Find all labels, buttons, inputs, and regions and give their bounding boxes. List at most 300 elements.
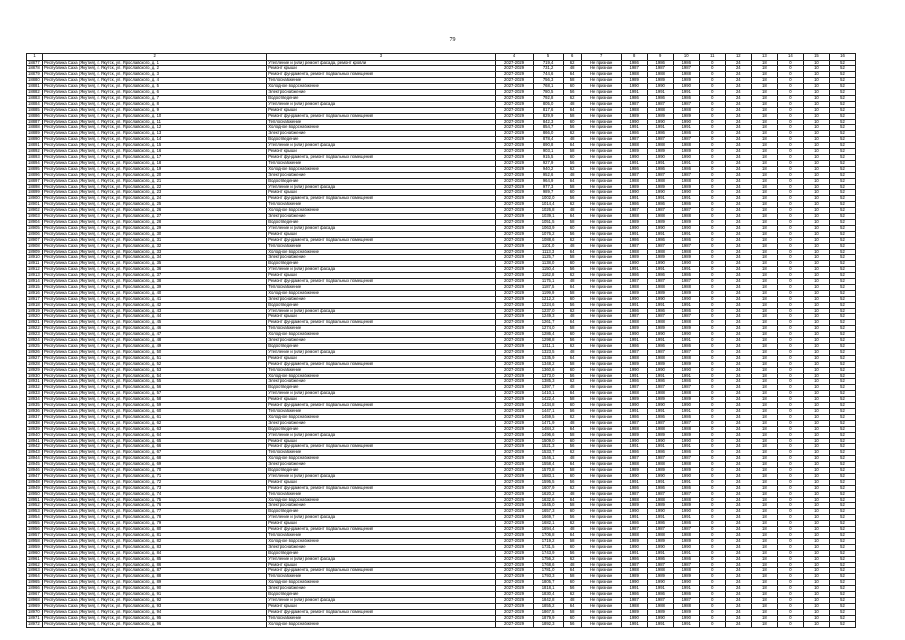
cell-address: Республика Саха (Якутия), г. Якутск, ул. Ярославского, д. 53 (43, 367, 267, 373)
cell-value-0b: 0 (777, 397, 803, 403)
cell-value-0: 0 (699, 338, 725, 344)
cell-year-c: 1987 (673, 597, 699, 603)
cell-year-c: 1991 (673, 302, 699, 308)
cell-value-0b: 0 (777, 556, 803, 562)
cell-value-0b: 0 (777, 597, 803, 603)
cell-area: 1323,5 (533, 349, 563, 355)
cell-work-type: Ремонт фундамента, ремонт подвальных помещений (267, 444, 495, 450)
cell-area: 1818,1 (533, 586, 563, 592)
cell-year-b: 1988 (647, 178, 673, 184)
cell-apartments: 62 (563, 414, 581, 420)
cell-year-c: 1986 (673, 202, 699, 208)
cell-value-18: 18 (751, 290, 777, 296)
cell-work-type: Ремонт фундамента, ремонт подвальных помещений (267, 609, 495, 615)
cell-value-24: 24 (725, 355, 751, 361)
cell-value-18: 18 (751, 214, 777, 220)
cell-address: Республика Саха (Якутия), г. Якутск, ул. Ярославского, д. 8 (43, 101, 267, 107)
cell-value-18: 18 (751, 160, 777, 166)
cell-value-10: 10 (803, 290, 829, 296)
cell-year-a: 1991 (621, 373, 647, 379)
cell-address: Республика Саха (Якутия), г. Якутск, ул. Ярославского, д. 71 (43, 473, 267, 479)
cell-value-24: 24 (725, 609, 751, 615)
cell-period: 2027-2029 (495, 338, 533, 344)
cell-value-52: 52 (829, 592, 855, 598)
cell-area: 1360,6 (533, 367, 563, 373)
cell-value-0b: 0 (777, 143, 803, 149)
cell-value-0b: 0 (777, 90, 803, 96)
cell-period: 2027-2029 (495, 172, 533, 178)
cell-value-24: 24 (725, 426, 751, 432)
cell-area: 1187,5 (533, 284, 563, 290)
cell-value-24: 24 (725, 225, 751, 231)
cell-area: 1274,0 (533, 326, 563, 332)
cell-value-0: 0 (699, 432, 725, 438)
cell-value-0b: 0 (777, 408, 803, 414)
cell-period: 2027-2029 (495, 479, 533, 485)
cell-apartments: 56 (563, 444, 581, 450)
cell-work-type: Утепление и (или) ремонт фасада (267, 308, 495, 314)
cell-apartments: 60 (563, 403, 581, 409)
cell-year-c: 1989 (673, 609, 699, 615)
cell-status: Не признан (581, 615, 621, 621)
cell-year-c: 1991 (673, 196, 699, 202)
cell-value-0: 0 (699, 586, 725, 592)
cell-address: Республика Саха (Якутия), г. Якутск, ул. Ярославского, д. 31 (43, 237, 267, 243)
cell-address: Республика Саха (Якутия), г. Якутск, ул. Ярославского, д. 68 (43, 456, 267, 462)
cell-year-a: 1987 (621, 527, 647, 533)
cell-value-0b: 0 (777, 521, 803, 527)
cell-value-0b: 0 (777, 84, 803, 90)
cell-value-0: 0 (699, 349, 725, 355)
cell-address: Республика Саха (Якутия), г. Якутск, ул. Ярославского, д. 64 (43, 432, 267, 438)
cell-value-0b: 0 (777, 155, 803, 161)
cell-address: Республика Саха (Якутия), г. Якутск, ул. Ярославского, д. 60 (43, 408, 267, 414)
cell-value-18: 18 (751, 125, 777, 131)
cell-status: Не признан (581, 468, 621, 474)
cell-value-18: 18 (751, 432, 777, 438)
cell-value-18: 18 (751, 574, 777, 580)
cell-value-18: 18 (751, 326, 777, 332)
cell-value-52: 52 (829, 420, 855, 426)
cell-value-18: 18 (751, 468, 777, 474)
cell-value-0: 0 (699, 284, 725, 290)
cell-status: Не признан (581, 160, 621, 166)
cell-status: Не признан (581, 95, 621, 101)
cell-year-b: 1987 (647, 597, 673, 603)
cell-value-0b: 0 (777, 178, 803, 184)
cell-value-0: 0 (699, 60, 725, 66)
cell-area: 1533,7 (533, 450, 563, 456)
cell-period: 2027-2029 (495, 243, 533, 249)
cell-value-24: 24 (725, 379, 751, 385)
cell-address: Республика Саха (Якутия), г. Якутск, ул. Ярославского, д. 76 (43, 503, 267, 509)
cell-value-0: 0 (699, 314, 725, 320)
cell-year-c: 1988 (673, 355, 699, 361)
cell-status: Не признан (581, 462, 621, 468)
cell-value-52: 52 (829, 101, 855, 107)
cell-area: 1088,6 (533, 237, 563, 243)
cell-year-c: 1991 (673, 90, 699, 96)
cell-value-52: 52 (829, 367, 855, 373)
cell-year-b: 1990 (647, 155, 673, 161)
cell-value-0b: 0 (777, 172, 803, 178)
cell-value-0b: 0 (777, 580, 803, 586)
cell-apartments: 58 (563, 609, 581, 615)
cell-work-type: Теплоснабжение (267, 533, 495, 539)
cell-period: 2027-2029 (495, 119, 533, 125)
cell-area: 1261,7 (533, 320, 563, 326)
cell-apartments: 56 (563, 586, 581, 592)
cell-value-24: 24 (725, 438, 751, 444)
cell-value-10: 10 (803, 603, 829, 609)
cell-apartments: 64 (563, 284, 581, 290)
cell-value-24: 24 (725, 485, 751, 491)
cell-value-0b: 0 (777, 562, 803, 568)
cell-year-c: 1986 (673, 521, 699, 527)
cell-area: 1830,4 (533, 592, 563, 598)
cell-address: Республика Саха (Якутия), г. Якутск, ул. Ярославского, д. 73 (43, 485, 267, 491)
cell-value-52: 52 (829, 361, 855, 367)
cell-period: 2027-2029 (495, 231, 533, 237)
cell-year-c: 1989 (673, 219, 699, 225)
cell-work-type: Ремонт крыши (267, 355, 495, 361)
cell-row-id: 18884 (27, 101, 43, 107)
cell-value-52: 52 (829, 497, 855, 503)
cell-value-10: 10 (803, 326, 829, 332)
cell-value-0b: 0 (777, 290, 803, 296)
cell-year-a: 1986 (621, 308, 647, 314)
cell-apartments: 58 (563, 149, 581, 155)
cell-value-52: 52 (829, 621, 855, 627)
cell-apartments: 60 (563, 190, 581, 196)
cell-period: 2027-2029 (495, 137, 533, 143)
cell-value-10: 10 (803, 143, 829, 149)
cell-work-type: Утепление и (или) ремонт фасада (267, 556, 495, 562)
cell-year-b: 1988 (647, 107, 673, 113)
cell-area: 1039,1 (533, 214, 563, 220)
cell-value-52: 52 (829, 249, 855, 255)
cell-work-type: Холодное водоснабжение (267, 621, 495, 627)
cell-year-c: 1991 (673, 267, 699, 273)
cell-value-24: 24 (725, 456, 751, 462)
cell-apartments: 62 (563, 273, 581, 279)
cell-period: 2027-2029 (495, 473, 533, 479)
cell-status: Не признан (581, 202, 621, 208)
cell-period: 2027-2029 (495, 444, 533, 450)
cell-value-18: 18 (751, 314, 777, 320)
cell-row-id: 18907 (27, 237, 43, 243)
cell-value-10: 10 (803, 225, 829, 231)
cell-row-id: 18951 (27, 497, 43, 503)
cell-value-18: 18 (751, 426, 777, 432)
cell-area: 1892,3 (533, 621, 563, 627)
cell-value-24: 24 (725, 574, 751, 580)
cell-year-c: 1987 (673, 491, 699, 497)
cell-row-id: 18936 (27, 408, 43, 414)
cell-row-id: 18918 (27, 302, 43, 308)
cell-status: Не признан (581, 397, 621, 403)
cell-apartments: 64 (563, 391, 581, 397)
cell-area: 915,5 (533, 155, 563, 161)
cell-value-0b: 0 (777, 249, 803, 255)
cell-work-type: Утепление и (или) ремонт фасада (267, 432, 495, 438)
cell-value-52: 52 (829, 538, 855, 544)
cell-value-52: 52 (829, 72, 855, 78)
cell-year-a: 1991 (621, 408, 647, 414)
cell-value-10: 10 (803, 527, 829, 533)
cell-value-52: 52 (829, 219, 855, 225)
cell-apartments: 56 (563, 90, 581, 96)
cell-value-0b: 0 (777, 72, 803, 78)
cell-area: 1125,7 (533, 255, 563, 261)
cell-year-b: 1990 (647, 438, 673, 444)
cell-area: 829,9 (533, 113, 563, 119)
cell-year-a: 1987 (621, 597, 647, 603)
cell-year-b: 1986 (647, 414, 673, 420)
cell-address: Республика Саха (Якутия), г. Якутск, ул. Ярославского, д. 33 (43, 249, 267, 255)
cell-value-24: 24 (725, 308, 751, 314)
cell-value-10: 10 (803, 237, 829, 243)
cell-status: Не признан (581, 155, 621, 161)
cell-value-24: 24 (725, 119, 751, 125)
cell-value-10: 10 (803, 403, 829, 409)
cell-year-c: 1986 (673, 237, 699, 243)
cell-apartments: 60 (563, 615, 581, 621)
cell-status: Не признан (581, 391, 621, 397)
cell-value-0b: 0 (777, 131, 803, 137)
cell-value-0: 0 (699, 143, 725, 149)
cell-address: Республика Саха (Якутия), г. Якутск, ул. Ярославского, д. 9 (43, 107, 267, 113)
cell-apartments: 64 (563, 568, 581, 574)
cell-value-18: 18 (751, 580, 777, 586)
cell-row-id: 18971 (27, 615, 43, 621)
cell-period: 2027-2029 (495, 90, 533, 96)
cell-apartments: 58 (563, 397, 581, 403)
cell-value-52: 52 (829, 491, 855, 497)
cell-work-type: Ремонт крыши (267, 603, 495, 609)
cell-value-10: 10 (803, 243, 829, 249)
cell-value-24: 24 (725, 190, 751, 196)
cell-value-24: 24 (725, 338, 751, 344)
cell-row-id: 18963 (27, 568, 43, 574)
cell-address: Республика Саха (Якутия), г. Якутск, ул. Ярославского, д. 41 (43, 296, 267, 302)
cell-period: 2027-2029 (495, 574, 533, 580)
cell-area: 1373,0 (533, 373, 563, 379)
cell-address: Республика Саха (Якутия), г. Якутск, ул. Ярославского, д. 13 (43, 131, 267, 137)
cell-work-type: Электроснабжение (267, 544, 495, 550)
cell-value-0: 0 (699, 550, 725, 556)
cell-value-18: 18 (751, 397, 777, 403)
cell-value-10: 10 (803, 491, 829, 497)
cell-value-18: 18 (751, 84, 777, 90)
cell-year-c: 1988 (673, 178, 699, 184)
cell-value-10: 10 (803, 450, 829, 456)
cell-value-24: 24 (725, 408, 751, 414)
cell-row-id: 18950 (27, 491, 43, 497)
cell-value-0: 0 (699, 420, 725, 426)
cell-work-type: Электроснабжение (267, 586, 495, 592)
cell-row-id: 18887 (27, 119, 43, 125)
cell-year-a: 1990 (621, 509, 647, 515)
cell-year-a: 1987 (621, 243, 647, 249)
cell-row-id: 18956 (27, 527, 43, 533)
cell-year-b: 1986 (647, 202, 673, 208)
cell-year-a: 1991 (621, 621, 647, 627)
cell-status: Не признан (581, 450, 621, 456)
cell-area: 744,6 (533, 72, 563, 78)
cell-status: Не признан (581, 349, 621, 355)
cell-value-18: 18 (751, 556, 777, 562)
cell-year-a: 1989 (621, 361, 647, 367)
cell-area: 1694,4 (533, 527, 563, 533)
cell-year-b: 1989 (647, 113, 673, 119)
cell-value-18: 18 (751, 90, 777, 96)
cell-year-b: 1987 (647, 101, 673, 107)
cell-address: Республика Саха (Якутия), г. Якутск, ул. Ярославского, д. 12 (43, 125, 267, 131)
cell-value-0: 0 (699, 66, 725, 72)
cell-row-id: 18908 (27, 243, 43, 249)
cell-year-a: 1988 (621, 143, 647, 149)
cell-year-b: 1988 (647, 391, 673, 397)
cell-period: 2027-2029 (495, 615, 533, 621)
cell-work-type: Водоотведение (267, 592, 495, 598)
cell-status: Не признан (581, 473, 621, 479)
cell-area: 1138,0 (533, 261, 563, 267)
cell-year-b: 1988 (647, 72, 673, 78)
cell-value-10: 10 (803, 432, 829, 438)
cell-year-b: 1991 (647, 90, 673, 96)
cell-value-52: 52 (829, 373, 855, 379)
cell-year-a: 1988 (621, 178, 647, 184)
cell-area: 1620,2 (533, 491, 563, 497)
cell-status: Не признан (581, 326, 621, 332)
cell-row-id: 18930 (27, 373, 43, 379)
cell-status: Не признан (581, 497, 621, 503)
column-number: 2 (43, 54, 267, 61)
cell-address: Республика Саха (Якутия), г. Якутск, ул. Ярославского, д. 84 (43, 550, 267, 556)
cell-work-type: Ремонт крыши (267, 479, 495, 485)
cell-period: 2027-2029 (495, 485, 533, 491)
cell-value-10: 10 (803, 609, 829, 615)
cell-period: 2027-2029 (495, 95, 533, 101)
cell-apartments: 60 (563, 509, 581, 515)
cell-address: Республика Саха (Якутия), г. Якутск, ул. Ярославского, д. 30 (43, 231, 267, 237)
cell-value-0b: 0 (777, 66, 803, 72)
cell-value-24: 24 (725, 503, 751, 509)
cell-area: 1756,2 (533, 556, 563, 562)
cell-status: Не признан (581, 78, 621, 84)
cell-value-24: 24 (725, 125, 751, 131)
cell-year-a: 1986 (621, 379, 647, 385)
cell-value-18: 18 (751, 462, 777, 468)
cell-value-0: 0 (699, 521, 725, 527)
cell-period: 2027-2029 (495, 160, 533, 166)
cell-year-c: 1989 (673, 113, 699, 119)
cell-period: 2027-2029 (495, 190, 533, 196)
cell-row-id: 18941 (27, 438, 43, 444)
cell-value-0b: 0 (777, 261, 803, 267)
cell-value-0: 0 (699, 544, 725, 550)
cell-period: 2027-2029 (495, 249, 533, 255)
column-number: 7 (581, 54, 621, 61)
cell-status: Не признан (581, 367, 621, 373)
cell-value-10: 10 (803, 562, 829, 568)
cell-work-type: Электроснабжение (267, 503, 495, 509)
cell-year-c: 1991 (673, 125, 699, 131)
cell-value-0: 0 (699, 497, 725, 503)
cell-value-24: 24 (725, 326, 751, 332)
cell-row-id: 18923 (27, 332, 43, 338)
cell-year-c: 1989 (673, 149, 699, 155)
cell-status: Не признан (581, 143, 621, 149)
cell-value-24: 24 (725, 279, 751, 285)
cell-year-b: 1986 (647, 556, 673, 562)
cell-work-type: Электроснабжение (267, 131, 495, 137)
cell-apartments: 56 (563, 160, 581, 166)
cell-year-b: 1986 (647, 166, 673, 172)
cell-apartments: 60 (563, 155, 581, 161)
cell-area: 1719,2 (533, 538, 563, 544)
cell-value-52: 52 (829, 609, 855, 615)
cell-value-24: 24 (725, 149, 751, 155)
cell-year-c: 1986 (673, 95, 699, 101)
cell-area: 1335,9 (533, 355, 563, 361)
cell-period: 2027-2029 (495, 113, 533, 119)
cell-value-18: 18 (751, 143, 777, 149)
cell-year-b: 1990 (647, 119, 673, 125)
cell-value-0b: 0 (777, 379, 803, 385)
cell-value-18: 18 (751, 420, 777, 426)
cell-value-24: 24 (725, 344, 751, 350)
cell-address: Республика Саха (Якутия), г. Якутск, ул. Ярославского, д. 40 (43, 290, 267, 296)
cell-period: 2027-2029 (495, 597, 533, 603)
cell-value-52: 52 (829, 78, 855, 84)
cell-value-10: 10 (803, 597, 829, 603)
cell-value-52: 52 (829, 603, 855, 609)
cell-value-52: 52 (829, 556, 855, 562)
cell-area: 1645,0 (533, 503, 563, 509)
cell-address: Республика Саха (Якутия), г. Якутск, ул. Ярославского, д. 70 (43, 468, 267, 474)
cell-area: 964,9 (533, 178, 563, 184)
cell-apartments: 60 (563, 580, 581, 586)
cell-address: Республика Саха (Якутия), г. Якутск, ул. Ярославского, д. 49 (43, 344, 267, 350)
cell-value-0b: 0 (777, 609, 803, 615)
cell-value-24: 24 (725, 290, 751, 296)
cell-value-52: 52 (829, 143, 855, 149)
cell-area: 952,6 (533, 172, 563, 178)
cell-work-type: Ремонт крыши (267, 190, 495, 196)
cell-apartments: 48 (563, 456, 581, 462)
cell-row-id: 18913 (27, 273, 43, 279)
cell-apartments: 48 (563, 208, 581, 214)
cell-value-10: 10 (803, 214, 829, 220)
cell-address: Республика Саха (Якутия), г. Якутск, ул. Ярославского, д. 48 (43, 338, 267, 344)
cell-value-0: 0 (699, 267, 725, 273)
cell-value-18: 18 (751, 78, 777, 84)
cell-area: 1793,3 (533, 574, 563, 580)
cell-area: 1607,9 (533, 485, 563, 491)
cell-work-type: Водоотведение (267, 261, 495, 267)
cell-year-c: 1990 (673, 119, 699, 125)
cell-value-0: 0 (699, 574, 725, 580)
cell-value-24: 24 (725, 479, 751, 485)
cell-value-0b: 0 (777, 284, 803, 290)
cell-value-10: 10 (803, 426, 829, 432)
cell-value-0b: 0 (777, 473, 803, 479)
cell-year-c: 1986 (673, 166, 699, 172)
cell-period: 2027-2029 (495, 373, 533, 379)
cell-value-52: 52 (829, 450, 855, 456)
